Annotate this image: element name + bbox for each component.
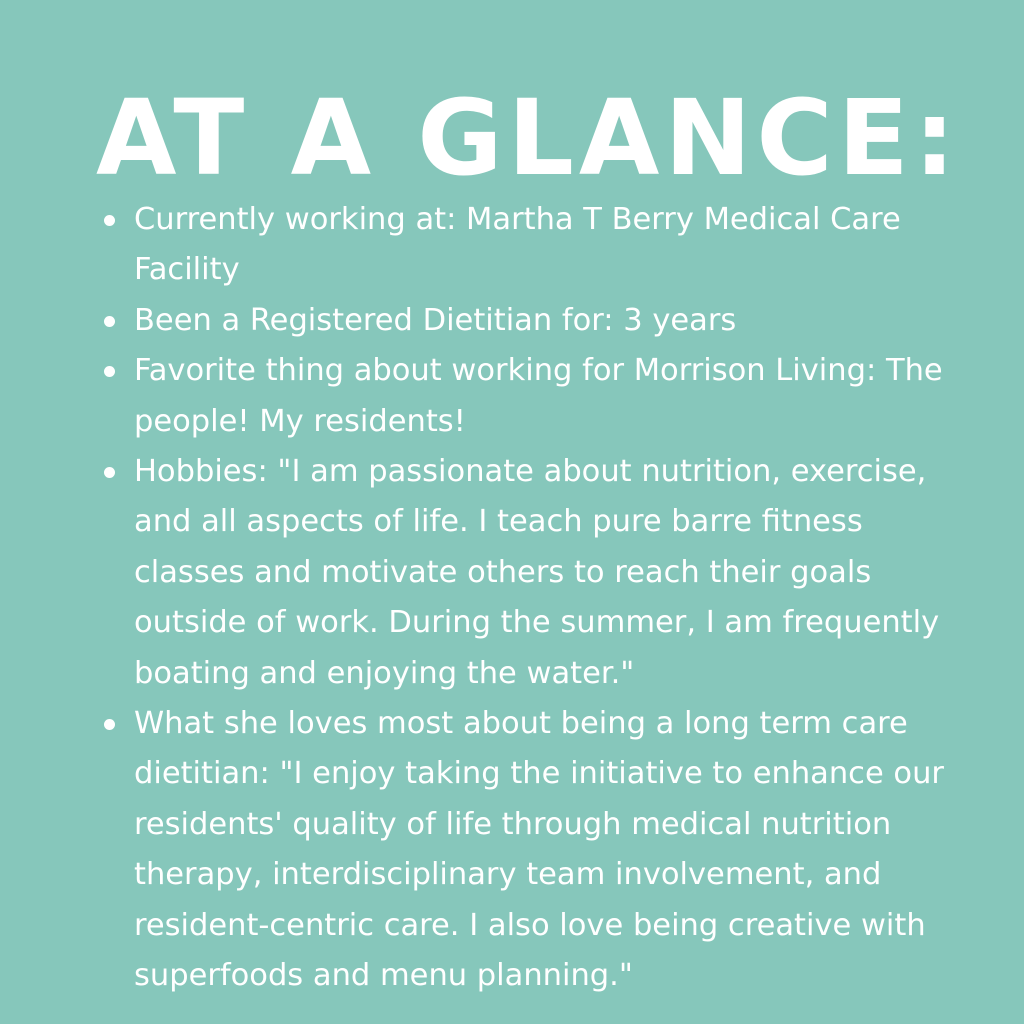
bullet-icon [104, 316, 115, 327]
list-item-current-workplace [134, 195, 964, 296]
bullet-icon [104, 719, 115, 730]
bullet-icon [104, 215, 115, 226]
page-title: AT A GLANCE: [96, 77, 961, 199]
list-item-text: Been a Registered Dietitian for: 3 years [134, 302, 737, 338]
list-item-years-as-dietitian [134, 296, 964, 346]
bullet-icon [104, 467, 115, 478]
list-item-loves-most [134, 699, 964, 1001]
list-item-text: Favorite thing about working for Morrison Living: The people! My residents! [134, 353, 943, 439]
bullet-icon [104, 366, 115, 377]
fact-list [134, 195, 964, 1002]
list-item-favorite-thing [134, 346, 964, 447]
list-item-text: What she loves most about being a long term care dietitian: "I enjoy taking the initiative to enhance our residents' quality of life through medical nutrition therapy, interdisciplinary team involvement, and resident-centric care. I also love being creative with superfoods and menu planning." [134, 706, 944, 994]
list-item-text: Currently working at: Martha T Berry Medical Care Facility [134, 202, 901, 288]
list-item-hobbies [134, 447, 964, 699]
list-item-text: Hobbies: "I am passionate about nutrition, exercise, and all aspects of life. I teach pure barre fitness classes and motivate others to reach their goals outside of work. During the summer, I am frequently boating and enjoying the water." [134, 454, 940, 691]
